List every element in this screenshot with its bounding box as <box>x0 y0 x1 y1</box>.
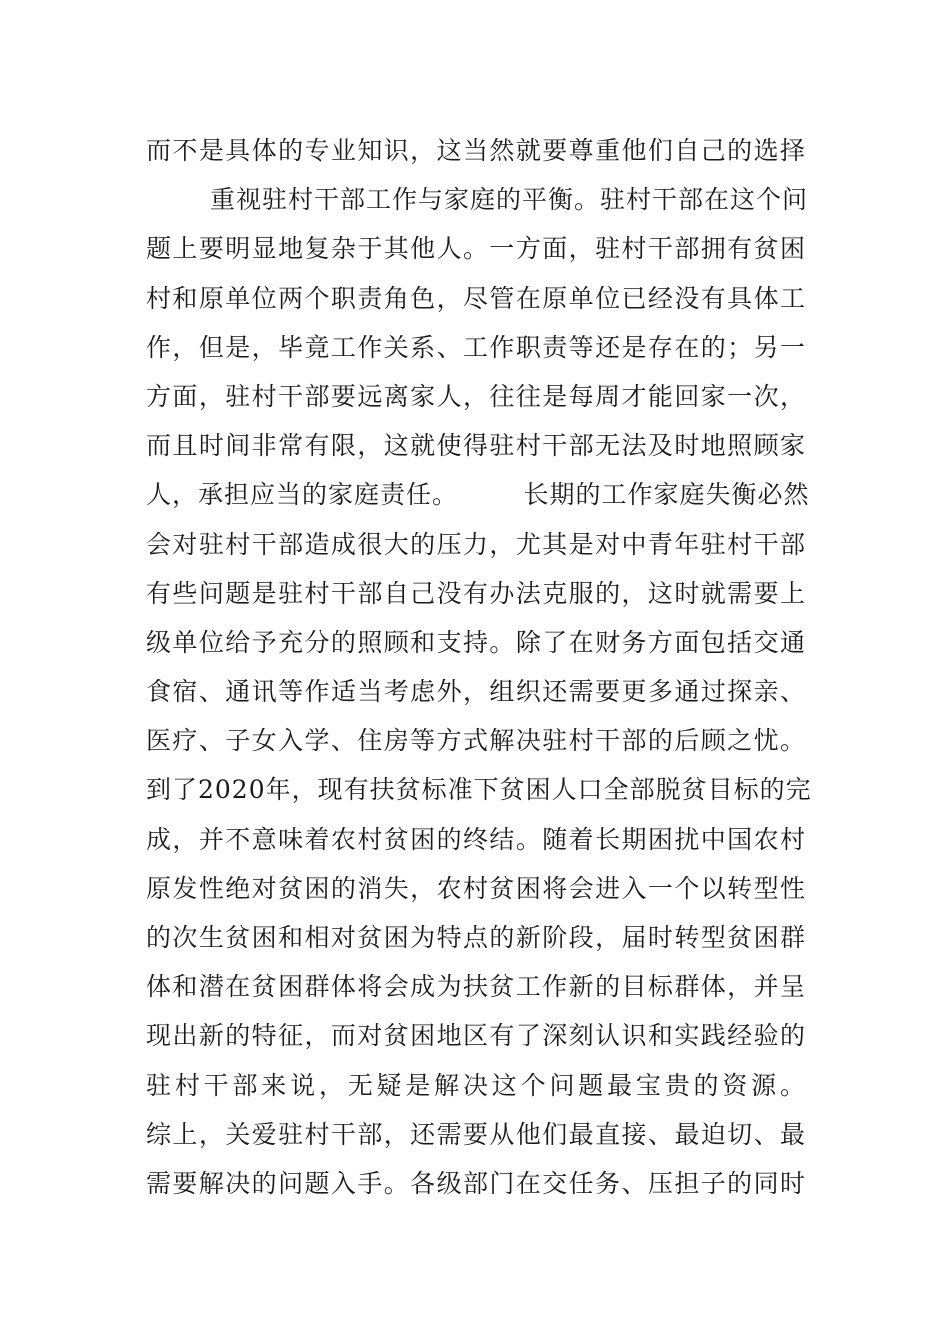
text-line-2: 重视驻村干部工作与家庭的平衡。驻村干部在这个问 <box>210 185 809 215</box>
text-line-17: 的次生贫困和相对贫困为特点的新阶段，届时转型贫困群 <box>146 923 806 952</box>
text-line-21: 综上，关爱驻村干部，还需要从他们最直接、最迫切、最 <box>146 1119 806 1149</box>
text-line-9: 会对驻村干部造成很大的压力，尤其是对中青年驻村干部 <box>146 529 806 559</box>
text-line-11: 级单位给予充分的照顾和支持。除了在财务方面包括交通 <box>146 627 806 657</box>
text-line-8: 人，承担应当的家庭责任。 长期的工作家庭失衡必然 <box>146 480 810 510</box>
text-line-4: 村和原单位两个职责角色，尽管在原单位已经没有具体工 <box>146 283 806 313</box>
text-line-22: 需要解决的问题入手。各级部门在交任务、压担子的同时 <box>146 1168 806 1198</box>
text-line-10: 有些问题是驻村干部自己没有办法克服的，这时就需要上 <box>146 578 806 608</box>
text-line-16: 原发性绝对贫困的消失，农村贫困将会进入一个以转型性 <box>146 873 806 903</box>
text-line-6: 方面，驻村干部要远离家人，往往是每周才能回家一次， <box>146 381 806 411</box>
text-line-15: 成，并不意味着农村贫困的终结。随着长期困扰中国农村 <box>146 824 806 854</box>
text-line-5: 作，但是，毕竟工作关系、工作职责等还是存在的；另一 <box>146 332 806 362</box>
text-line-7: 而且时间非常有限，这就使得驻村干部无法及时地照顾家 <box>146 431 806 461</box>
text-line-18: 体和潜在贫困群体将会成为扶贫工作新的目标群体，并呈 <box>146 972 806 1002</box>
text-line-1: 而不是具体的专业知识，这当然就要尊重他们自己的选择 <box>146 136 806 165</box>
text-line-19: 现出新的特征，而对贫困地区有了深刻认识和实践经验的 <box>146 1021 806 1051</box>
text-line-20: 驻村干部来说，无疑是解决这个问题最宝贵的资源。 <box>146 1070 806 1100</box>
text-line-14: 到了2020年，现有扶贫标准下贫困人口全部脱贫目标的完 <box>146 775 812 805</box>
body-text <box>146 126 812 1208</box>
text-line-3: 题上要明显地复杂于其他人。一方面，驻村干部拥有贫困 <box>146 234 806 264</box>
text-line-12: 食宿、通讯等作适当考虑外，组织还需要更多通过探亲、 <box>146 677 806 707</box>
text-line-13: 医疗、子女入学、住房等方式解决驻村干部的后顾之忧。 <box>146 726 806 756</box>
